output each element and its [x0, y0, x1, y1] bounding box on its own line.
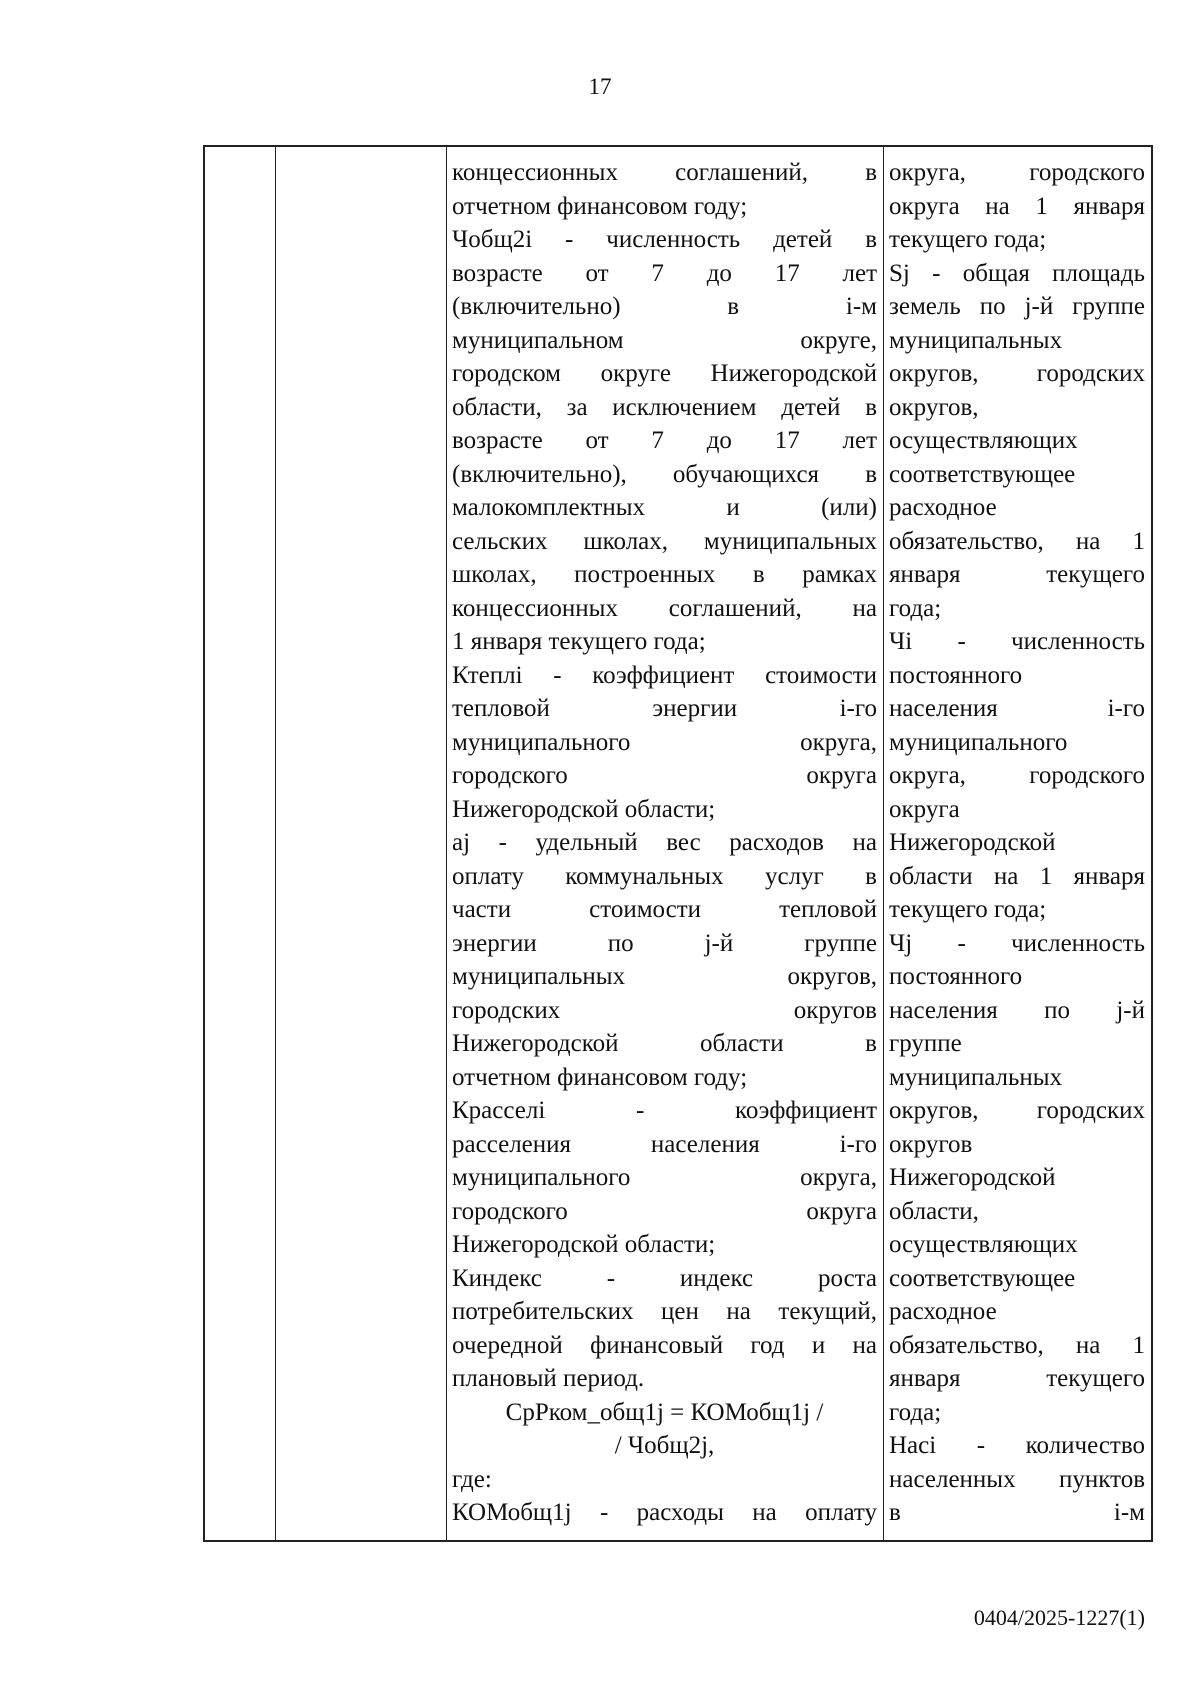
text-line: Нижегородской [889, 1164, 1056, 1191]
text-line: сельских школах, муниципальных [452, 527, 877, 555]
text-line: муниципального [889, 728, 1068, 756]
text-line: округов, [889, 393, 979, 421]
text-line: потребительских цен на текущий, [452, 1298, 877, 1325]
text-line: плановый период. [452, 1365, 645, 1392]
text-line: населенных пунктов [889, 1465, 1145, 1493]
text-line: населения i-го [889, 695, 1145, 722]
text-line: обязательство, на 1 [889, 527, 1145, 555]
text-line: малокомплектных и (или) [452, 494, 877, 521]
text-line: в i-м [889, 1499, 1145, 1526]
text-line: СрРком_общ1j = КОМобщ1j / [505, 1398, 824, 1426]
text-line: городского округа [452, 1197, 877, 1225]
text-line: года; [889, 1398, 942, 1426]
text-line: обязательство, на 1 [889, 1331, 1145, 1359]
text-line: Нижегородской области; [452, 795, 716, 823]
text-line: округа на 1 января [889, 192, 1145, 220]
text-line: Нижегородской области; [452, 1231, 716, 1258]
text-line: муниципального округа, [452, 1164, 877, 1191]
text-line: отчетном финансовом году; [452, 1063, 748, 1091]
text-line: осуществляющих [889, 427, 1078, 454]
text-line: возрасте от 7 до 17 лет [452, 427, 877, 454]
text-line: области, за исключением детей в [452, 393, 877, 421]
text-line: муниципальных [889, 326, 1063, 354]
text-line: энергии по j-й группе [452, 929, 877, 957]
table-column-name [276, 147, 447, 1540]
table-column-methodology [447, 147, 884, 1540]
text-line: округов, городских [889, 1097, 1145, 1124]
text-line: постоянного [889, 963, 1023, 990]
text-line: Нижегородской области в [452, 1030, 877, 1057]
text-line: текущего года; [889, 226, 1047, 253]
text-line: округа, городского [889, 159, 1145, 186]
text-line: очередной финансовый год и на [452, 1331, 877, 1359]
text-line: Красселi - коэффициент [452, 1097, 877, 1124]
text-line: Насi - количество [889, 1432, 1145, 1459]
text-line: января текущего [889, 1365, 1145, 1392]
text-line: муниципального округа, [452, 728, 877, 756]
text-line: части стоимости тепловой [452, 896, 877, 923]
text-line: концессионных соглашений, на [452, 594, 877, 622]
document-code: 0404/2025-1227(1) [973, 1605, 1145, 1630]
text-line: округа [889, 795, 960, 823]
text-line: Чобщ2i - численность детей в [452, 226, 877, 253]
text-line: Sj - общая площадь [889, 259, 1145, 287]
text-line: населения по j-й [889, 996, 1145, 1024]
text-line: области, [889, 1197, 979, 1225]
text-line: школах, построенных в рамках [452, 561, 877, 588]
table-column-number [205, 147, 276, 1540]
text-line: тепловой энергии i-го [452, 695, 877, 722]
page-number: 17 [588, 74, 612, 99]
document-table [203, 145, 1153, 1542]
text-line: Чj - численность [889, 929, 1145, 957]
text-line: округа, городского [889, 762, 1145, 789]
text-line: / Чобщ2j, [614, 1432, 715, 1459]
text-line: Чi - численность [889, 628, 1145, 655]
text-line: расселения населения i-го [452, 1130, 877, 1158]
text-line: группе [889, 1030, 962, 1057]
text-line: января текущего [889, 561, 1145, 588]
text-line: земель по j-й группе [889, 293, 1145, 320]
text-line: КОМобщ1j - расходы на оплату [452, 1499, 877, 1526]
text-line: муниципальных [889, 1063, 1063, 1091]
text-line: отчетном финансовом году; [452, 192, 748, 220]
text-line: Киндекс - индекс роста [452, 1264, 877, 1292]
text-line: постоянного [889, 661, 1023, 689]
text-line: осуществляющих [889, 1231, 1078, 1258]
text-line: aj - удельный вес расходов на [452, 829, 877, 856]
text-line: округов, городских [889, 360, 1145, 387]
text-line: Нижегородской [889, 829, 1056, 856]
text-line: где: [452, 1465, 492, 1493]
text-line: муниципальном округе, [452, 326, 877, 354]
text-line: 1 января текущего года; [452, 628, 706, 655]
text-line: округов [889, 1130, 973, 1158]
text-line: (включительно) в i-м [452, 293, 877, 320]
text-line: (включительно), обучающихся в [452, 460, 877, 488]
text-line: концессионных соглашений, в [452, 159, 877, 186]
text-line: расходное [889, 1298, 997, 1325]
text-line: городском округе Нижегородской [452, 360, 877, 387]
text-line: года; [889, 594, 942, 622]
text-line: муниципальных округов, [452, 963, 877, 990]
text-line: городских округов [452, 996, 877, 1024]
table-column-definitions [884, 147, 1151, 1540]
text-line: текущего года; [889, 896, 1047, 923]
text-line: расходное [889, 494, 997, 521]
text-line: Ктеплi - коэффициент стоимости [452, 661, 877, 689]
text-line: соответствующее [889, 460, 1076, 488]
text-line: возрасте от 7 до 17 лет [452, 259, 877, 287]
text-line: соответствующее [889, 1264, 1076, 1292]
text-line: городского округа [452, 762, 877, 789]
text-line: области на 1 января [889, 862, 1145, 890]
text-line: оплату коммунальных услуг в [452, 862, 877, 890]
